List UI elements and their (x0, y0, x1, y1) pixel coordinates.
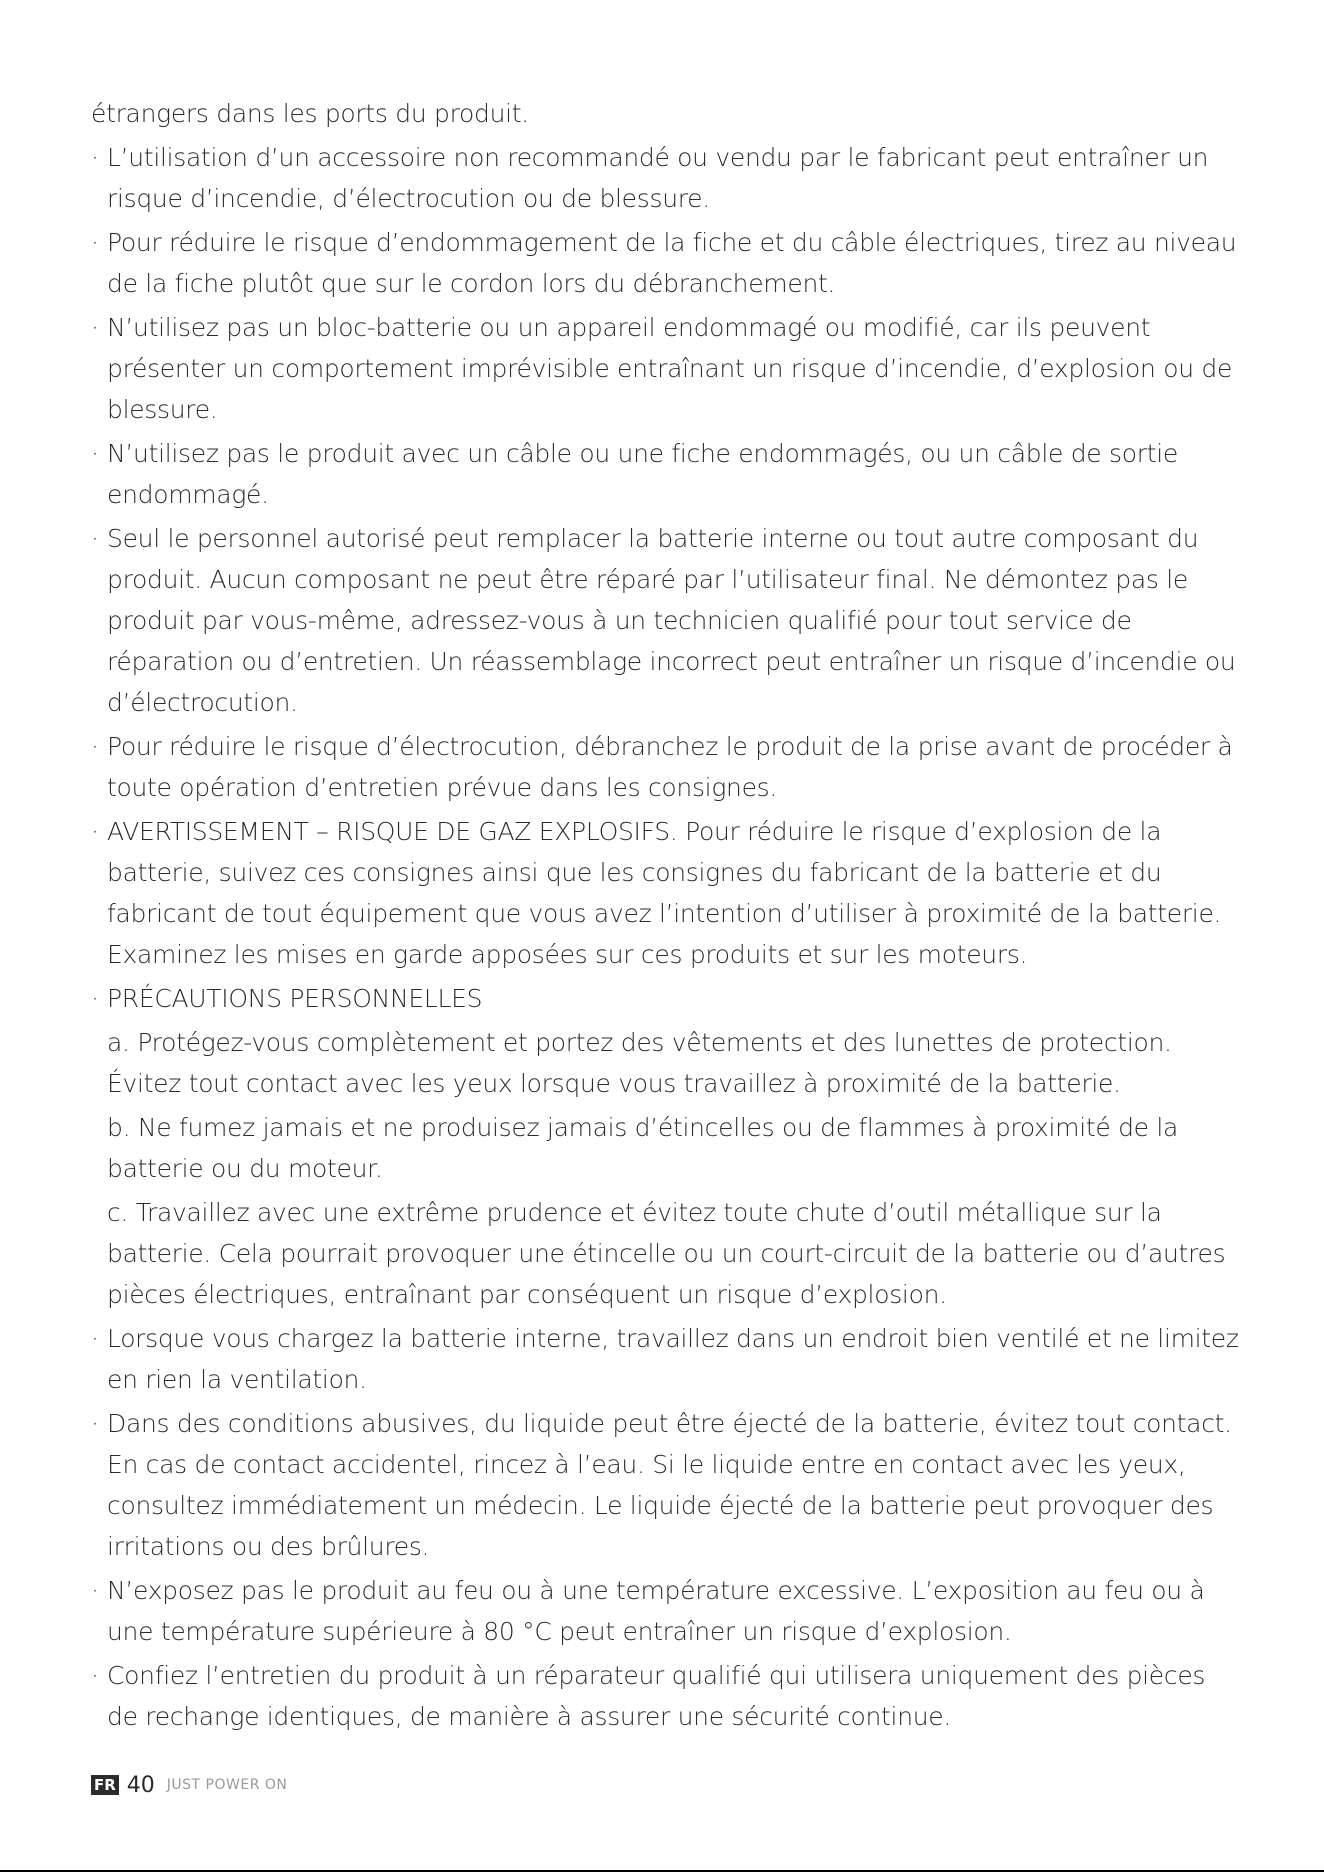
list-item (91, 137, 1241, 219)
bullet-glyph: · (91, 984, 99, 1013)
bullet-glyph: · (91, 732, 99, 761)
bullet-glyph: · (91, 228, 99, 257)
list-item-text: Dans des conditions abusives, du liquide peut être éjecté de la batterie, évitez tout contact. En cas de contact accidentel, rincez à l’eau. Si le liquide entre en contact avec les yeux, consultez immédiatement un médecin. Le liquide éjecté de la batterie peut provoquer des irritations ou des brûlures. (107, 1409, 1232, 1561)
language-badge: FR (91, 1775, 119, 1795)
bullet-glyph: · (91, 143, 99, 172)
list-item (91, 1318, 1241, 1400)
bullet-glyph: · (91, 1409, 99, 1438)
list-item (91, 433, 1241, 515)
bullet-glyph: · (91, 1661, 99, 1690)
list-item-text: Seul le personnel autorisé peut remplacer la batterie interne ou tout autre composant du produit. Aucun composant ne peut être réparé par l’utilisateur final. Ne démontez pas le produit par vous-même, adressez-vous à un technicien qualifié pour tout service de réparation ou d’entretien. Un réassemblage incorrect peut entraîner un risque d’incendie ou d’électrocution. (107, 524, 1236, 717)
bullet-glyph: · (91, 313, 99, 342)
list-item-text: Pour réduire le risque d’endommagement de la fiche et du câble électriques, tirez au niveau de la fiche plutôt que sur le cordon lors du débranchement. (107, 228, 1237, 298)
list-item (91, 518, 1241, 723)
list-item-text: N’utilisez pas le produit avec un câble ou une fiche endommagés, ou un câble de sortie endommagé. (107, 439, 1178, 509)
bullet-glyph: · (91, 1324, 99, 1353)
bullet-glyph: · (91, 524, 99, 553)
list-item (91, 307, 1241, 430)
bullet-glyph: · (91, 817, 99, 846)
list-item-text: L’utilisation d’un accessoire non recommandé ou vendu par le fabricant peut entraîner un risque d’incendie, d’électrocution ou de blessure. (107, 143, 1209, 213)
list-item (91, 1655, 1241, 1737)
list-item (91, 1403, 1241, 1567)
precaution-subitem: a. Protégez-vous complètement et portez des vêtements et des lunettes de protection. Évitez tout contact avec les yeux lorsque vous travaillez à proximité de la batterie. (107, 1028, 1172, 1098)
list-item-text: AVERTISSEMENT – RISQUE DE GAZ EXPLOSIFS. Pour réduire le risque d’explosion de la batterie, suivez ces consignes ainsi que les consignes du fabricant de la batterie et du fabricant de tout équipement que vous avez l’intention d’utiliser à proximité de la batterie. Examinez les mises en garde apposées sur ces produits et sur les moteurs. (107, 817, 1222, 969)
section-heading: PRÉCAUTIONS PERSONNELLES (107, 984, 483, 1013)
continued-sentence: étrangers dans les ports du produit. (91, 99, 529, 128)
bullet-glyph: · (91, 1576, 99, 1605)
precaution-subitem: b. Ne fumez jamais et ne produisez jamais d’étincelles ou de flammes à proximité de la batterie ou du moteur. (107, 1113, 1179, 1183)
precaution-subitem: c. Travaillez avec une extrême prudence et évitez toute chute d’outil métallique sur la batterie. Cela pourrait provoquer une étincelle ou un court-circuit de la batterie ou d’autres pièces électriques, entraînant par conséquent un risque d’explosion. (107, 1198, 1226, 1309)
safety-instructions (91, 93, 1241, 1740)
list-item (91, 811, 1241, 975)
list-item-text: N’exposez pas le produit au feu ou à une température excessive. L’exposition au feu ou à une température supérieure à 80 °C peut entraîner un risque d’explosion. (107, 1576, 1205, 1646)
list-item-text: Lorsque vous chargez la batterie interne, travaillez dans un endroit bien ventilé et ne limitez en rien la ventilation. (107, 1324, 1239, 1394)
list-item-text: Confiez l’entretien du produit à un réparateur qualifié qui utilisera uniquement des pièces de rechange identiques, de manière à assurer une sécurité continue. (107, 1661, 1206, 1731)
list-item-text: N’utilisez pas un bloc-batterie ou un appareil endommagé ou modifié, car ils peuvent présenter un comportement imprévisible entraînant un risque d’incendie, d’explosion ou de blessure. (107, 313, 1233, 424)
list-item (91, 222, 1241, 304)
bullet-glyph: · (91, 439, 99, 468)
list-item-precautions-heading (91, 978, 1241, 1019)
list-item-text: Pour réduire le risque d’électrocution, débranchez le produit de la prise avant de procéder à toute opération d’entretien prévue dans les consignes. (107, 732, 1233, 802)
list-item (91, 726, 1241, 808)
brand-tagline: JUST POWER ON (166, 1777, 288, 1793)
page-footer (91, 1773, 287, 1797)
list-item (91, 1570, 1241, 1652)
page-number: 40 (126, 1772, 155, 1798)
